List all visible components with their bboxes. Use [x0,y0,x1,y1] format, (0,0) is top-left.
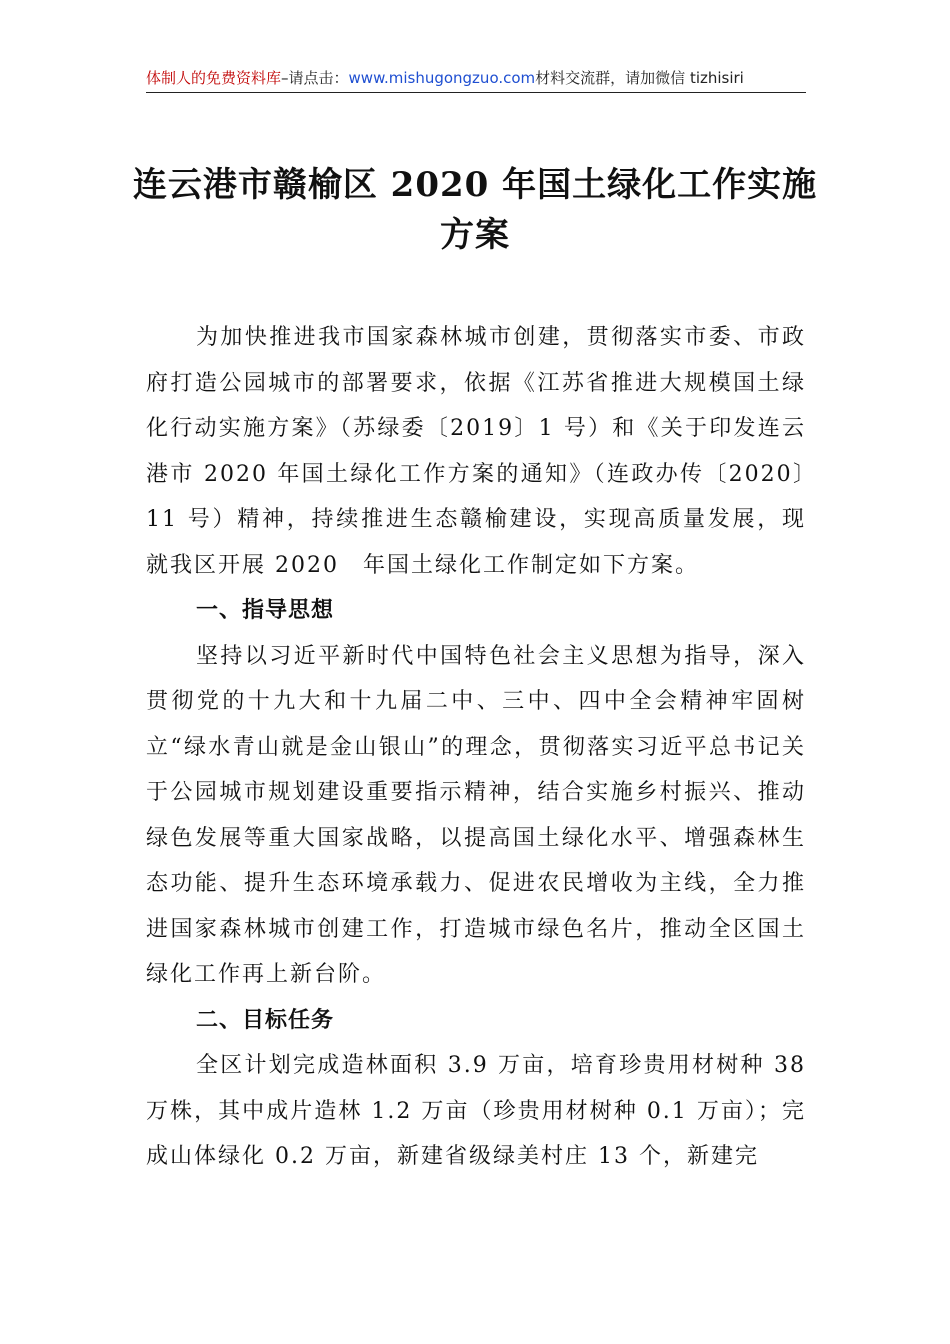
section-2-paragraph: 全区计划完成造林面积 3.9 万亩，培育珍贵用材树种 38 万株，其中成片造林 1.2 万亩（珍贵用材树种 0.1 万亩）；完成山体绿化 0.2 万亩，新建省级绿美村庄 13 个，新建完 [146,1053,806,1169]
title-line-1: 连云港市赣榆区 2020 年国土绿化工作实施 [132,165,818,205]
title-line-2: 方案 [440,215,510,255]
document-title [120,160,830,260]
page-header [146,64,806,93]
header-suffix: 材料交流群，请加微信 tizhisiri [535,69,744,87]
section-2-heading: 二、目标任务 [196,1007,335,1033]
header-prompt: –请点击： [281,69,349,87]
header-brand: 体制人的免费资料库 [146,69,282,87]
section-1-paragraph: 坚持以习近平新时代中国特色社会主义思想为指导，深入贯彻党的十九大和十九届二中、三中、四中全会精神牢固树立“绿水青山就是金山银山”的理念，贯彻落实习近平总书记关于公园城市规划建设重要指示精神，结合实施乡村振兴、推动绿色发展等重大国家战略，以提高国土绿化水平、增强森林生态功能、提升生态环境承载力、促进农民增收为主线，全力推进国家森林城市创建工作，打造城市绿色名片，推动全区国土绿化工作再上新台阶。 [146,643,806,987]
header-url-link[interactable]: www.mishugongzuo.com [348,69,536,87]
section-1-heading: 一、指导思想 [196,598,335,623]
intro-paragraph: 为加快推进我市国家森林城市创建，贯彻落实市委、市政府打造公园城市的部署要求，依据《江苏省推进大规模国土绿化行动实施方案》（苏绿委〔2019〕1 号）和《关于印发连云港市 2020 年国土绿化工作方案的通知》（连政办传〔2020〕11 号）精神，持续推进生态赣榆建设，实现高质量发展，现就我区开展 2020 年国土绿化工作制定如下方案。 [146,325,806,578]
document-body [146,315,806,1180]
